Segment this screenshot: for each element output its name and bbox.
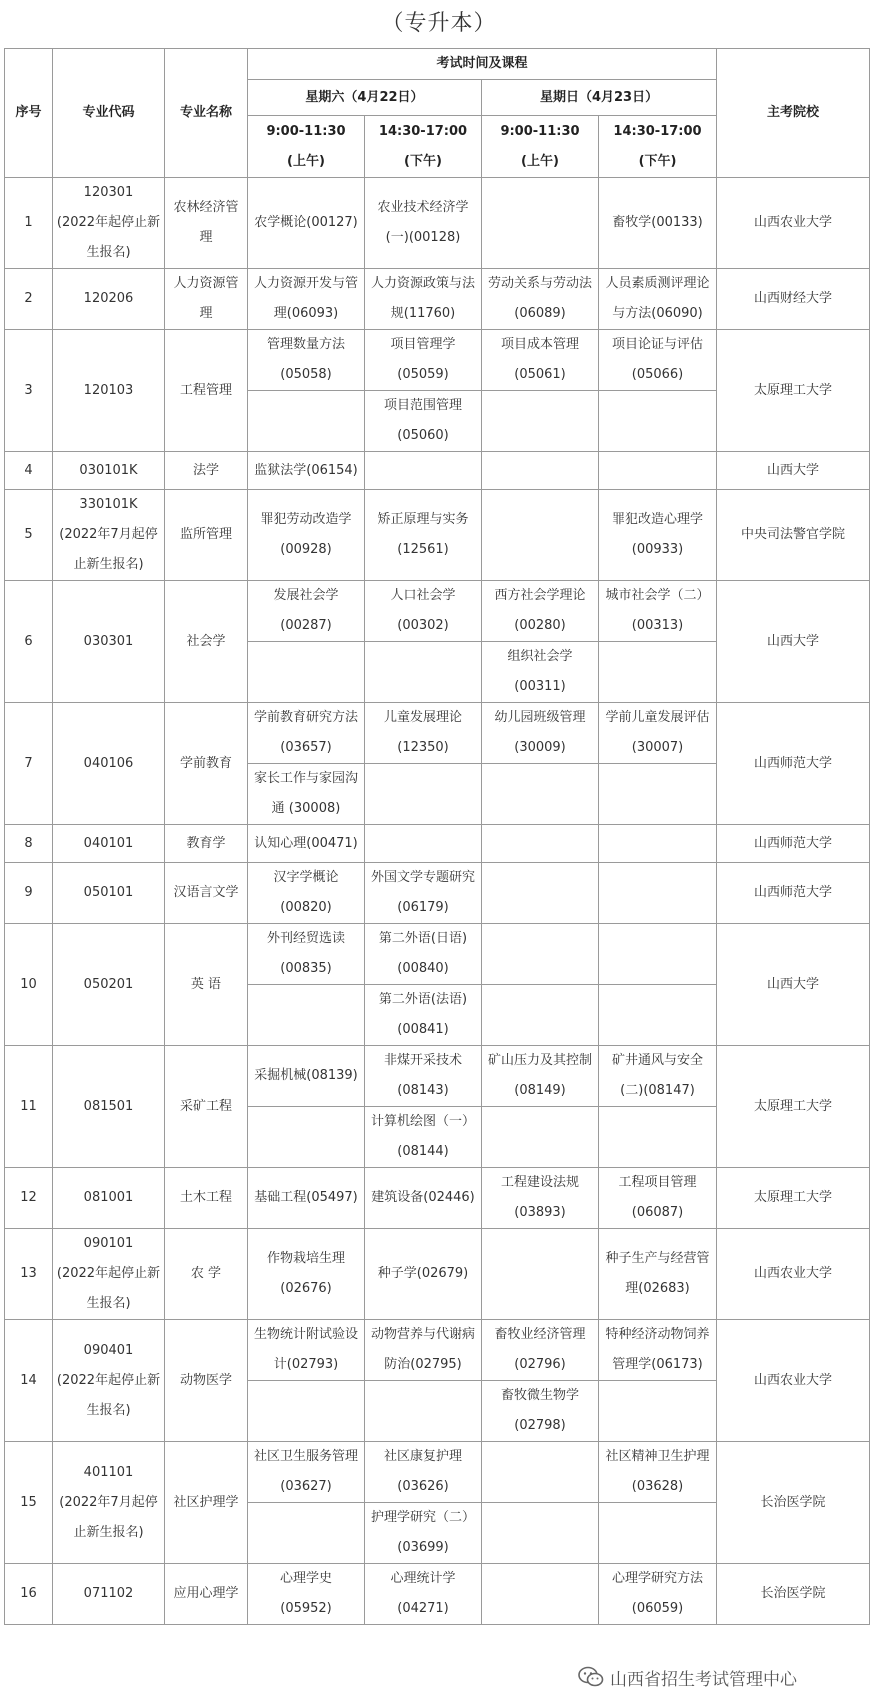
course-cell-sat-am (248, 1107, 365, 1168)
table-row (5, 1229, 870, 1320)
page-title: （专升本） (381, 11, 497, 36)
course-cell-sun-am (482, 1564, 599, 1625)
course-cell-sat-am: 外刊经贸选读 (00835) (248, 924, 365, 985)
major-name-cell: 英 语 (165, 924, 248, 1046)
course-cell-sun-pm (599, 1107, 717, 1168)
course-cell-sat-pm: 非煤开采技术 (08143) (365, 1046, 482, 1107)
wechat-icon (578, 1666, 604, 1688)
course-cell-sun-pm: 人员素质测评理论与方法(06090) (599, 269, 717, 330)
course-cell-sun-pm (599, 452, 717, 490)
course-cell-sat-am: 作物栽培生理 (02676) (248, 1229, 365, 1320)
school-cell: 山西农业大学 (717, 178, 870, 269)
table-row (5, 1168, 870, 1229)
major-code-cell: 030301 (53, 581, 165, 703)
major-name-cell: 土木工程 (165, 1168, 248, 1229)
course-cell-sat-pm (365, 825, 482, 863)
course-cell-sat-pm: 农业技术经济学(一)(00128) (365, 178, 482, 269)
exam-schedule-table (4, 48, 870, 1625)
major-name-cell: 工程管理 (165, 330, 248, 452)
course-cell-sat-pm (365, 452, 482, 490)
school-cell: 长治医学院 (717, 1442, 870, 1564)
course-cell-sat-pm (365, 1381, 482, 1442)
table-row (5, 581, 870, 642)
course-cell-sun-pm: 工程项目管理 (06087) (599, 1168, 717, 1229)
course-cell-sun-am: 畜牧微生物学 (02798) (482, 1381, 599, 1442)
course-cell-sun-pm (599, 985, 717, 1046)
school-cell: 山西大学 (717, 581, 870, 703)
course-cell-sat-am: 农学概论(00127) (248, 178, 365, 269)
seq-cell: 15 (5, 1442, 53, 1564)
seq-cell: 16 (5, 1564, 53, 1625)
course-cell-sat-am: 家长工作与家园沟通 (30008) (248, 764, 365, 825)
header-school: 主考院校 (717, 49, 870, 178)
seq-cell: 11 (5, 1046, 53, 1168)
seq-cell: 6 (5, 581, 53, 703)
course-cell-sun-am: 西方社会学理论 (00280) (482, 581, 599, 642)
school-cell: 山西师范大学 (717, 703, 870, 825)
seq-cell: 9 (5, 863, 53, 924)
seq-cell: 10 (5, 924, 53, 1046)
header-exam-time: 考试时间及课程 (248, 49, 717, 80)
major-name-cell: 采矿工程 (165, 1046, 248, 1168)
course-cell-sun-pm (599, 642, 717, 703)
major-name-cell: 社区护理学 (165, 1442, 248, 1564)
course-cell-sat-pm: 项目范围管理 (05060) (365, 391, 482, 452)
seq-cell: 2 (5, 269, 53, 330)
major-code-cell: 081501 (53, 1046, 165, 1168)
course-cell-sun-pm (599, 863, 717, 924)
course-cell-sun-am: 工程建设法规 (03893) (482, 1168, 599, 1229)
major-code-cell: 090401 (2022年起停止新生报名) (53, 1320, 165, 1442)
course-cell-sat-am: 管理数量方法 (05058) (248, 330, 365, 391)
seq-cell: 5 (5, 490, 53, 581)
course-cell-sat-pm: 第二外语(日语) (00840) (365, 924, 482, 985)
seq-cell: 4 (5, 452, 53, 490)
course-cell-sat-pm: 人力资源政策与法规(11760) (365, 269, 482, 330)
major-code-cell: 081001 (53, 1168, 165, 1229)
course-cell-sun-pm (599, 764, 717, 825)
major-name-cell: 农 学 (165, 1229, 248, 1320)
course-cell-sat-pm: 种子学(02679) (365, 1229, 482, 1320)
course-cell-sat-am (248, 642, 365, 703)
header-sat-am: 9:00-11:30 (上午) (248, 116, 365, 178)
course-cell-sat-am (248, 1503, 365, 1564)
course-cell-sun-pm: 特种经济动物饲养管理学(06173) (599, 1320, 717, 1381)
major-code-cell: 401101 (2022年7月起停止新生报名) (53, 1442, 165, 1564)
course-cell-sat-am: 采掘机械(08139) (248, 1046, 365, 1107)
course-cell-sat-pm: 矫正原理与实务 (12561) (365, 490, 482, 581)
course-cell-sun-pm: 罪犯改造心理学 (00933) (599, 490, 717, 581)
table-row (5, 452, 870, 490)
major-code-cell: 050101 (53, 863, 165, 924)
seq-cell: 13 (5, 1229, 53, 1320)
course-cell-sat-am: 监狱法学(06154) (248, 452, 365, 490)
major-name-cell: 社会学 (165, 581, 248, 703)
major-code-cell: 330101K (2022年7月起停止新生报名) (53, 490, 165, 581)
school-cell: 山西大学 (717, 924, 870, 1046)
school-cell: 太原理工大学 (717, 1168, 870, 1229)
course-cell-sat-am: 基础工程(05497) (248, 1168, 365, 1229)
course-cell-sun-pm: 学前儿童发展评估 (30007) (599, 703, 717, 764)
course-cell-sun-pm: 城市社会学（二） (00313) (599, 581, 717, 642)
course-cell-sat-pm: 护理学研究（二） (03699) (365, 1503, 482, 1564)
table-row (5, 1320, 870, 1381)
course-cell-sun-am (482, 764, 599, 825)
school-cell: 中央司法警官学院 (717, 490, 870, 581)
course-cell-sun-pm: 矿井通风与安全(二)(08147) (599, 1046, 717, 1107)
major-code-cell: 050201 (53, 924, 165, 1046)
course-cell-sat-pm: 社区康复护理 (03626) (365, 1442, 482, 1503)
course-cell-sat-am: 认知心理(00471) (248, 825, 365, 863)
major-code-cell: 120301 (2022年起停止新生报名) (53, 178, 165, 269)
course-cell-sun-pm (599, 825, 717, 863)
major-name-cell: 法学 (165, 452, 248, 490)
table-row (5, 1046, 870, 1107)
course-cell-sun-pm (599, 924, 717, 985)
course-cell-sat-pm: 人口社会学 (00302) (365, 581, 482, 642)
footer-watermark (578, 1662, 797, 1692)
course-cell-sun-am: 劳动关系与劳动法(06089) (482, 269, 599, 330)
school-cell: 山西农业大学 (717, 1320, 870, 1442)
table-row (5, 924, 870, 985)
header-sunday: 星期日（4月23日） (482, 80, 717, 116)
course-cell-sun-pm: 畜牧学(00133) (599, 178, 717, 269)
seq-cell: 14 (5, 1320, 53, 1442)
course-cell-sat-am (248, 985, 365, 1046)
course-cell-sun-pm (599, 391, 717, 452)
course-cell-sun-pm: 项目论证与评估 (05066) (599, 330, 717, 391)
table-row (5, 490, 870, 581)
course-cell-sat-pm: 第二外语(法语) (00841) (365, 985, 482, 1046)
course-cell-sun-pm: 社区精神卫生护理 (03628) (599, 1442, 717, 1503)
seq-cell: 8 (5, 825, 53, 863)
course-cell-sun-am: 幼儿园班级管理 (30009) (482, 703, 599, 764)
course-cell-sun-am (482, 924, 599, 985)
course-cell-sat-pm: 心理统计学 (04271) (365, 1564, 482, 1625)
course-cell-sat-am: 人力资源开发与管理(06093) (248, 269, 365, 330)
course-cell-sat-pm: 计算机绘图（一） (08144) (365, 1107, 482, 1168)
course-cell-sat-am: 心理学史 (05952) (248, 1564, 365, 1625)
course-cell-sun-am (482, 391, 599, 452)
major-name-cell: 汉语言文学 (165, 863, 248, 924)
course-cell-sat-am: 发展社会学 (00287) (248, 581, 365, 642)
table-row (5, 330, 870, 391)
seq-cell: 7 (5, 703, 53, 825)
table-row (5, 1564, 870, 1625)
major-code-cell: 071102 (53, 1564, 165, 1625)
course-cell-sun-pm: 心理学研究方法 (06059) (599, 1564, 717, 1625)
course-cell-sat-pm (365, 642, 482, 703)
seq-cell: 3 (5, 330, 53, 452)
course-cell-sun-am (482, 178, 599, 269)
course-cell-sat-am: 社区卫生服务管理 (03627) (248, 1442, 365, 1503)
course-cell-sat-am: 学前教育研究方法 (03657) (248, 703, 365, 764)
course-cell-sun-am: 组织社会学 (00311) (482, 642, 599, 703)
seq-cell: 12 (5, 1168, 53, 1229)
course-cell-sun-am (482, 1107, 599, 1168)
course-cell-sat-am (248, 391, 365, 452)
header-sat-pm: 14:30-17:00 (下午) (365, 116, 482, 178)
course-cell-sun-am (482, 1442, 599, 1503)
school-cell: 山西大学 (717, 452, 870, 490)
major-name-cell: 应用心理学 (165, 1564, 248, 1625)
school-cell: 山西师范大学 (717, 825, 870, 863)
course-cell-sun-pm (599, 1503, 717, 1564)
major-code-cell: 120103 (53, 330, 165, 452)
header-code: 专业代码 (53, 49, 165, 178)
school-cell: 太原理工大学 (717, 1046, 870, 1168)
course-cell-sun-am: 项目成本管理 (05061) (482, 330, 599, 391)
course-cell-sun-am (482, 825, 599, 863)
course-cell-sun-am: 矿山压力及其控制 (08149) (482, 1046, 599, 1107)
school-cell: 太原理工大学 (717, 330, 870, 452)
major-name-cell: 人力资源管理 (165, 269, 248, 330)
course-cell-sat-pm: 项目管理学 (05059) (365, 330, 482, 391)
course-cell-sun-am (482, 1229, 599, 1320)
major-code-cell: 040101 (53, 825, 165, 863)
header-sun-am: 9:00-11:30 (上午) (482, 116, 599, 178)
course-cell-sat-pm: 儿童发展理论 (12350) (365, 703, 482, 764)
course-cell-sun-am (482, 490, 599, 581)
major-name-cell: 监所管理 (165, 490, 248, 581)
course-cell-sat-am (248, 1381, 365, 1442)
school-cell: 山西农业大学 (717, 1229, 870, 1320)
major-name-cell: 农林经济管理 (165, 178, 248, 269)
major-code-cell: 040106 (53, 703, 165, 825)
course-cell-sat-pm: 建筑设备(02446) (365, 1168, 482, 1229)
course-cell-sun-am (482, 985, 599, 1046)
header-seq: 序号 (5, 49, 53, 178)
table-row (5, 269, 870, 330)
course-cell-sun-am (482, 863, 599, 924)
course-cell-sat-am: 汉字学概论 (00820) (248, 863, 365, 924)
table-row (5, 1442, 870, 1503)
header-name: 专业名称 (165, 49, 248, 178)
major-code-cell: 090101 (2022年起停止新生报名) (53, 1229, 165, 1320)
school-cell: 山西师范大学 (717, 863, 870, 924)
major-code-cell: 120206 (53, 269, 165, 330)
major-code-cell: 030101K (53, 452, 165, 490)
course-cell-sat-am: 罪犯劳动改造学 (00928) (248, 490, 365, 581)
table-row (5, 178, 870, 269)
header-saturday: 星期六（4月22日） (248, 80, 482, 116)
course-cell-sun-am (482, 1503, 599, 1564)
course-cell-sun-am: 畜牧业经济管理 (02796) (482, 1320, 599, 1381)
major-name-cell: 学前教育 (165, 703, 248, 825)
table-row (5, 825, 870, 863)
school-cell: 山西财经大学 (717, 269, 870, 330)
major-name-cell: 教育学 (165, 825, 248, 863)
course-cell-sun-pm (599, 1381, 717, 1442)
table-body (5, 178, 870, 1625)
course-cell-sat-pm (365, 764, 482, 825)
course-cell-sat-pm: 动物营养与代谢病防治(02795) (365, 1320, 482, 1381)
footer-text: 山西省招生考试管理中心 (610, 1669, 797, 1690)
major-name-cell: 动物医学 (165, 1320, 248, 1442)
course-cell-sun-am (482, 452, 599, 490)
course-cell-sat-pm: 外国文学专题研究 (06179) (365, 863, 482, 924)
course-cell-sat-am: 生物统计附试验设计(02793) (248, 1320, 365, 1381)
seq-cell: 1 (5, 178, 53, 269)
table-row (5, 703, 870, 764)
course-cell-sun-pm: 种子生产与经营管理(02683) (599, 1229, 717, 1320)
school-cell: 长治医学院 (717, 1564, 870, 1625)
header-sun-pm: 14:30-17:00 (下午) (599, 116, 717, 178)
table-row (5, 863, 870, 924)
